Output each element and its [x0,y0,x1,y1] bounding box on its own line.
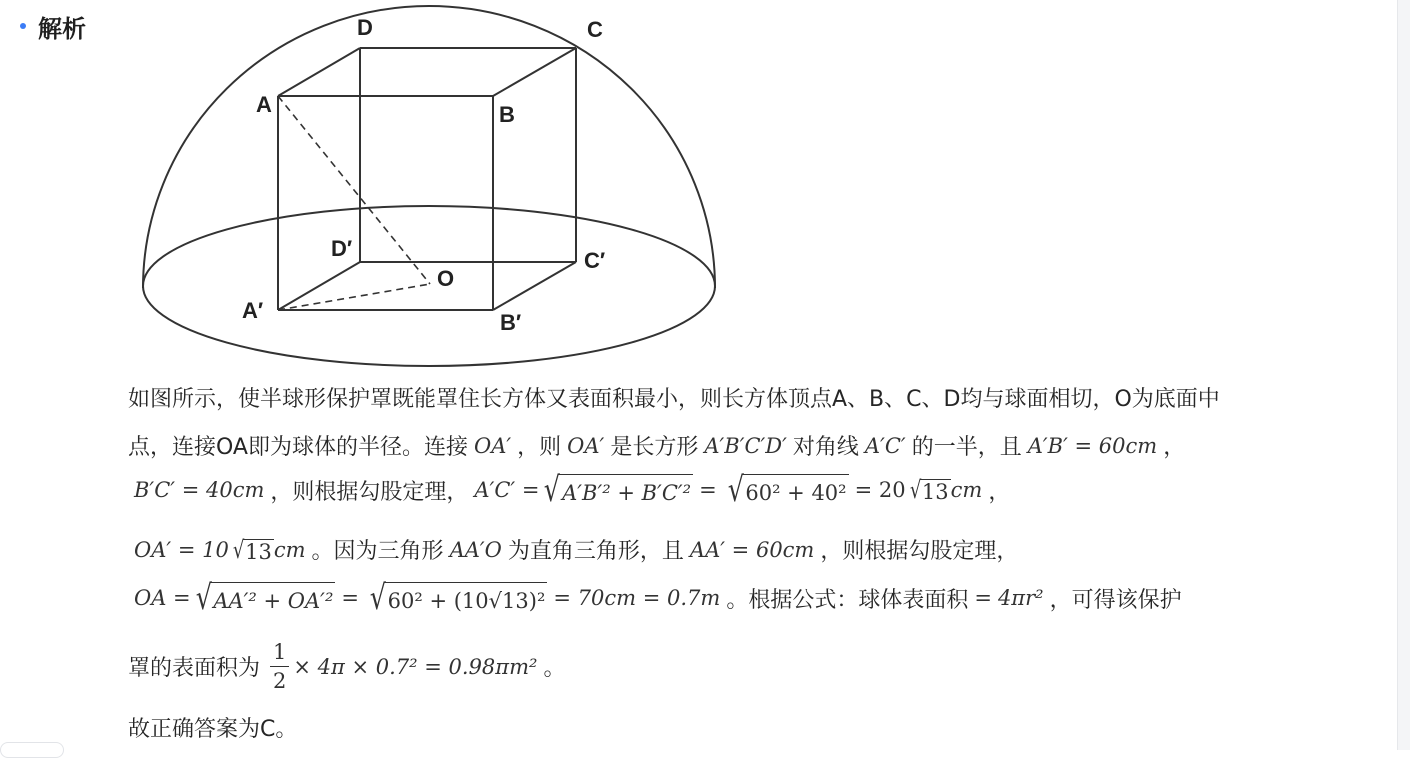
label-D1: D′ [331,236,353,261]
math-fragment [493,262,576,310]
sqrt [908,476,951,504]
math-fragment: 为直角三角形，且 [507,539,684,564]
math-fragment [278,48,360,96]
math-fragment: 的一半，且 [911,435,1022,460]
sqrt [231,536,274,564]
label-C1: C′ [584,248,606,273]
math-fragment: 。 [543,656,566,681]
fraction-half [270,638,289,695]
dashed-AO [278,96,430,284]
math-fragment: ，可得该保护 [1049,587,1182,613]
math-fragment: AA′ = 60cm [689,537,815,562]
math-fragment: A′C′ = [474,478,540,502]
math-fragment: OA′ = 10 [134,537,229,562]
math-fragment: = [699,478,717,502]
math-fragment [968,586,1049,610]
math-fragment: √ [369,578,386,618]
math-fragment: 60² + 40² [743,474,848,510]
label-B1: B′ [500,310,522,335]
math-fragment: 故正确答案为C。 [128,717,298,742]
floating-tab [0,742,64,758]
math-fragment: A′C′ [864,433,906,458]
math-fragment: = [974,586,992,610]
math-fragment: OA′ [473,433,512,458]
label-B: B [499,102,515,127]
math-fragment: ， [1163,435,1186,460]
sqrt [725,470,849,510]
math-fragment [128,536,312,564]
math-fragment: AA′O [449,537,502,562]
math-fragment: A′B′² + B′C′² [560,474,693,510]
line-2 [128,430,1185,461]
math-fragment: 13 [245,539,272,564]
line-5 [128,578,1182,618]
section-title: 解析 [38,14,86,43]
math-fragment: 对角线 [792,435,859,460]
line-3 [128,470,1010,510]
math-fragment: B′C′ = 40cm [134,478,265,502]
math-fragment: √ [232,535,245,564]
math-fragment: ，则根据勾股定理， [270,479,469,505]
math-fragment [468,470,988,510]
cuboid [278,48,576,310]
math-fragment: 罩的表面积为 [128,656,261,681]
math-fragment: 如图所示，使半球形保护罩既能罩住长方体又表面积最小，则长方体顶点A、B、C、D均与球面相切，O为底面中 [128,387,1220,412]
math-fragment: cm [950,478,983,502]
math-fragment: 。根据公式：球体表面积 [726,587,969,613]
math-fragment: A′B′C′D′ [704,433,787,458]
math-fragment: 60² + (10√13)² [386,582,548,618]
line-1 [128,382,1220,413]
math-fragment: √ [909,476,921,504]
label-C: C [587,17,603,42]
line-6 [128,638,565,695]
math-fragment: 4πr² [997,586,1044,610]
math-fragment: 。因为三角形 [311,539,444,564]
math-fragment: = 20 [854,478,906,502]
sqrt [367,578,547,618]
sqrt [541,470,693,510]
base-ellipse [143,206,715,366]
label-O: O [437,266,455,291]
math-fragment: = [341,586,359,610]
math-fragment: √ [195,578,212,618]
math-fragment: √ [544,470,561,510]
math-fragment: A′B′ = 60cm [1027,433,1158,458]
math-fragment: ， [988,479,1011,505]
hemisphere-figure [0,0,760,372]
math-fragment [260,638,543,695]
line-4 [128,534,1018,565]
math-fragment: AA′² + OA′² [211,582,335,618]
math-fragment: = 70cm = 0.7m [553,586,721,610]
math-fragment: 1 [270,638,289,667]
math-fragment: cm [273,537,306,562]
math-fragment [493,48,576,96]
math-fragment: OA′ [567,433,605,458]
math-fragment: 13 [921,480,949,504]
math-fragment: 是长方形 [610,435,699,460]
math-fragment: ，则根据勾股定理， [820,539,1019,564]
math-fragment [128,578,726,618]
math-fragment: √ [727,470,744,510]
label-D: D [357,15,373,40]
label-A1: A′ [242,298,264,323]
math-fragment: 点，连接OA即为球体的半径。连接 [128,435,468,460]
math-fragment: OA = [134,586,191,610]
scrollbar-track[interactable] [1397,0,1410,750]
sqrt [193,578,336,618]
line-7 [128,712,297,743]
label-A: A [256,92,272,117]
math-fragment: × 4π × 0.7² = 0.98πm² [293,654,538,679]
math-fragment: 2 [273,669,287,693]
math-fragment: ，则 [517,435,562,460]
